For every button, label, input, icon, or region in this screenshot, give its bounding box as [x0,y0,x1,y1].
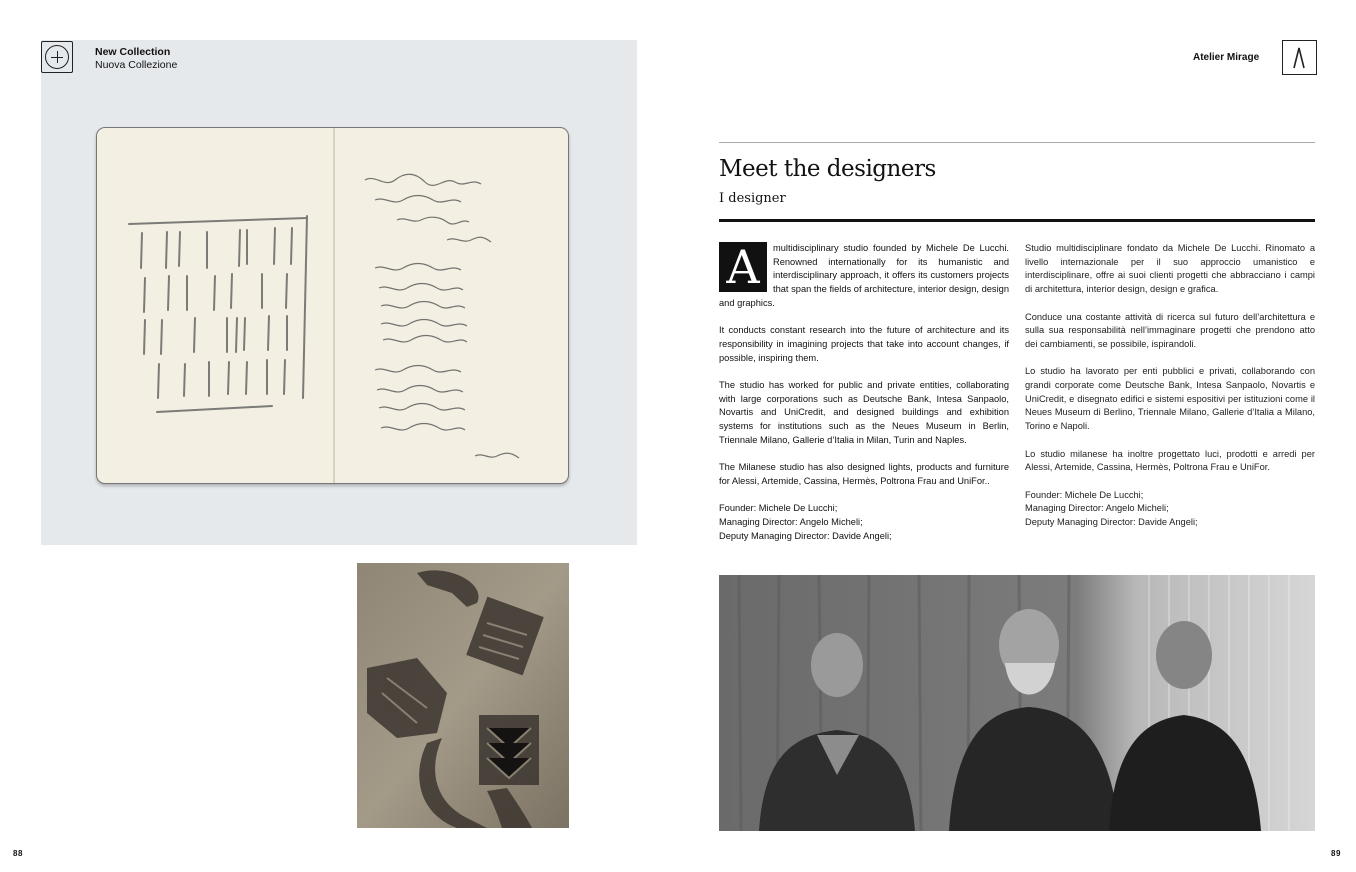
paragraph-3-en: The studio has worked for public and private entities, collaborating with large corporations such as Deutsche Bank, Intesa Sanpaolo, Novartis and UniCredit, and designed buildings and exhibition systems for institutions such as the Neues Museum in Berlin, Triennale Milano, Gallerie d’Italia in Milan, Turin and Naples. [719,380,1009,445]
credits-en [719,502,1009,543]
heading-divider [719,219,1315,222]
italian-column [1025,242,1315,543]
paragraph-4-en: The Milanese studio has also designed lights, products and furniture for Alessi, Artemide, Cassina, Hermès, Poltrona Frau and UniFor.. [719,462,1009,486]
page-heading: Meet the designers [719,156,936,182]
paragraph-1-en [719,242,1009,311]
sketchbook-image [96,127,569,484]
page-number-right: 89 [1331,849,1341,858]
atelier-mirage-logo-icon [1282,40,1317,75]
credit-founder: Founder: Michele De Lucchi; [719,503,838,514]
designers-photo-graphic [719,575,1315,831]
english-column [719,242,1009,557]
paragraph-1-it: Studio multidisciplinare fondato da Michele De Lucchi. Rinomato a livello internazionale per il suo approccio umanistico e interdisciplinare, offre ai suoi clienti progetti che abbracciano i campi di architettura, interior design, design e grafica. [1025,243,1315,295]
collection-title: New Collection [95,46,171,58]
page-subheading: I designer [719,191,786,206]
credit-deputy-director: Deputy Managing Director: Davide Angeli; [719,530,892,541]
shadow-hands-photo [357,563,569,828]
credit-deputy-director: Deputy Managing Director: Davide Angeli; [1025,517,1198,527]
paragraph-2-it: Conduce una costante attività di ricerca sul futuro dell’architettura e sulla sua responsabilità nell’immaginare progetti che prendono atto dei cambiamenti, se possibile, ispirandoli. [1025,311,1315,349]
paragraph-1-text: multidisciplinary studio founded by Michele De Lucchi. Renowned internationally for its humanistic and interdisciplinary approach, it offers its customers projects that span the fields of architecture, interior design, design and graphics. [719,243,1009,308]
page-number-left: 88 [13,849,23,858]
brand-name: Atelier Mirage [1193,52,1260,63]
drop-cap: A [719,242,767,292]
credit-managing-director: Managing Director: Angelo Micheli; [1025,503,1169,514]
shadow-photo-graphic [357,563,569,828]
sketch-drawing [97,128,569,484]
plus-circle-icon [41,41,73,73]
designers-photo [719,575,1315,831]
paragraph-3-it: Lo studio ha lavorato per enti pubblici e privati, collaborando con grandi corporate come Deutsche Bank, Intesa Sanpaolo, Novartis e UniCredit, e disegnato edifici e sistemi espositivi per istituzioni come il Neues Museum di Berlino, Triennale Milano, Gallerie d’Italia a Milano, Torino e Napoli. [1025,366,1315,432]
top-divider [719,142,1315,143]
credits-it [1025,489,1315,530]
paragraph-4-it: Lo studio milanese ha inoltre progettato luci, prodotti e arredi per Alessi, Artemide, Cassina, Hermès, Poltrona Frau e UniFor. [1025,448,1315,473]
paragraph-2-en: It conducts constant research into the future of architecture and its responsibility in imagining projects that take into account changes, if possible, inspiring them. [719,325,1009,363]
credit-founder: Founder: Michele De Lucchi; [1025,489,1144,500]
credit-managing-director: Managing Director: Angelo Micheli; [719,517,863,527]
collection-subtitle: Nuova Collezione [95,59,178,71]
